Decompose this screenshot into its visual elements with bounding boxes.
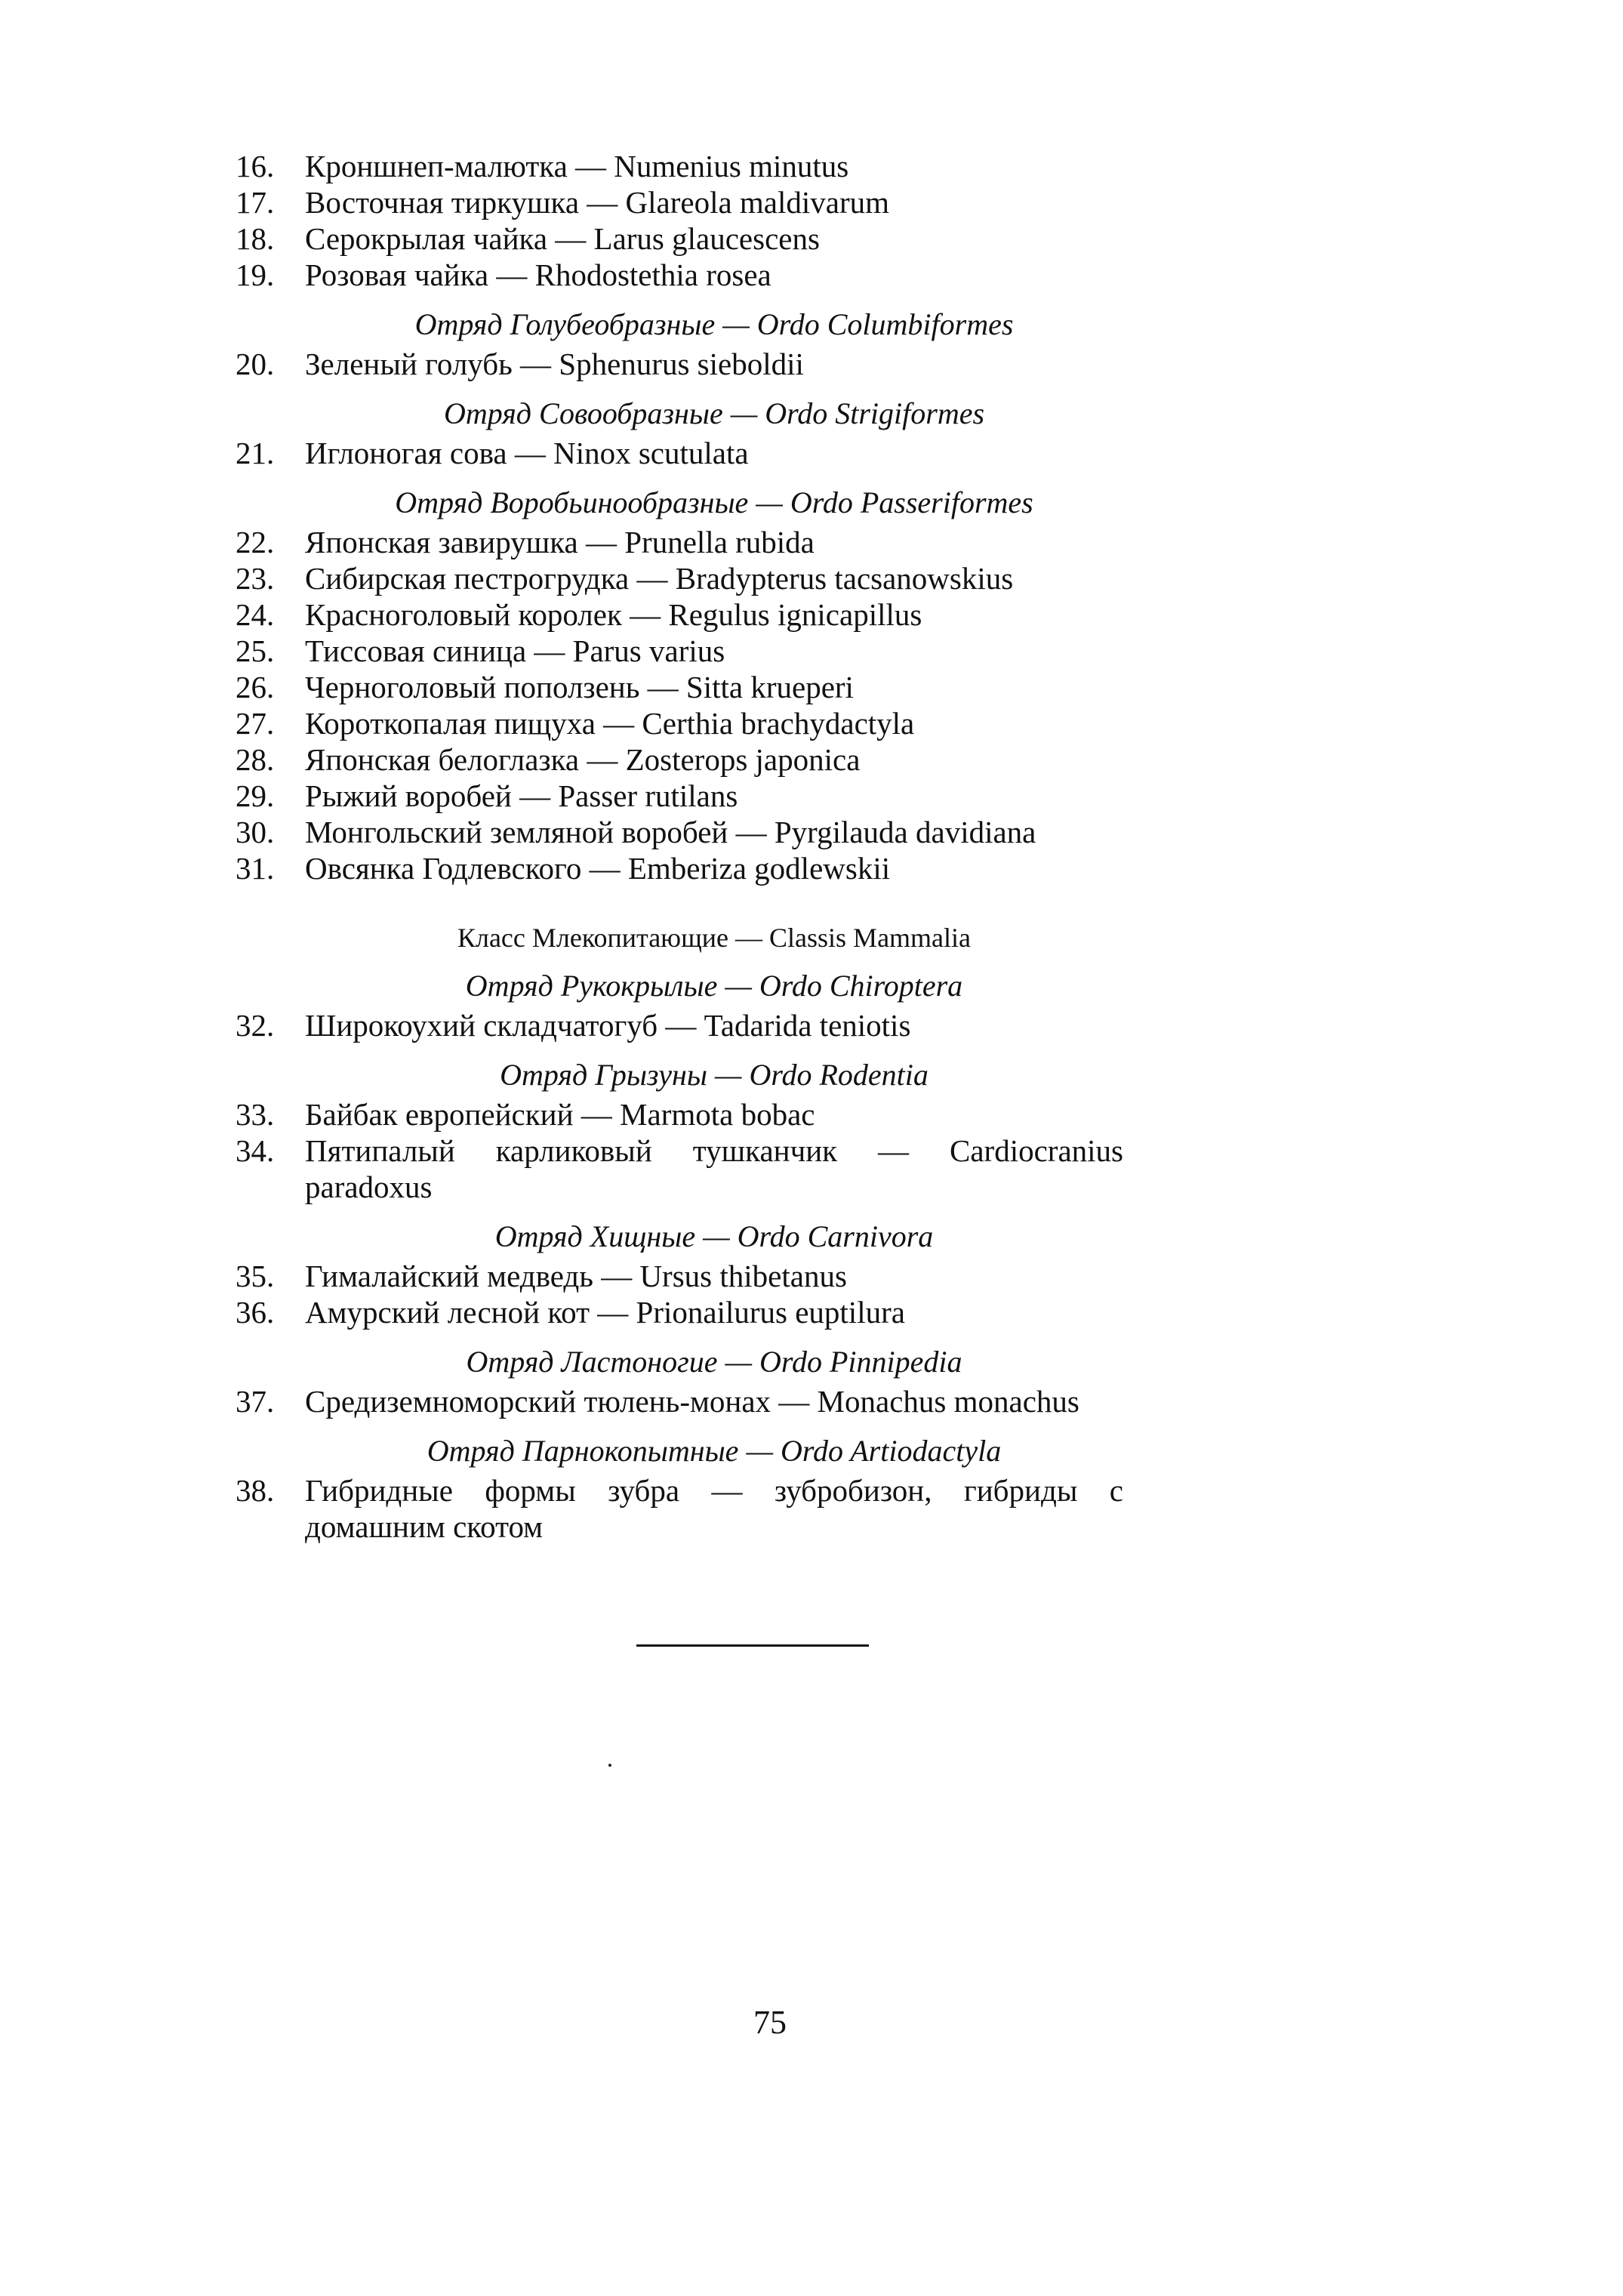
print-speck — [608, 1764, 611, 1767]
list-item — [236, 778, 1123, 814]
item-text: Японская завирушка — Prunella rubida — [305, 525, 815, 559]
order-heading: Отряд Хищные — Ordo Carnivora — [494, 1219, 934, 1253]
item-text: Иглоногая сова — Ninox scutulata — [305, 436, 749, 470]
list-item — [236, 184, 1123, 220]
item-text: Красноголовый королек — Regulus ignicapillus — [305, 597, 922, 632]
item-number: 29. — [236, 778, 275, 813]
order-heading: Отряд Рукокрылые — Ordo Chiroptera — [465, 969, 963, 1003]
item-number: 32. — [236, 1008, 275, 1043]
item-number: 33. — [236, 1097, 275, 1132]
order-heading: Отряд Голубеобразные — Ordo Columbiformes — [414, 307, 1014, 341]
item-text: Кроншнеп-малютка — Numenius minutus — [305, 149, 849, 183]
order-heading: Отряд Совообразные — Ordo Strigiformes — [443, 396, 985, 430]
item-number: 24. — [236, 597, 275, 632]
item-number: 35. — [236, 1259, 275, 1293]
list-item — [236, 669, 1123, 705]
list-item — [236, 705, 1123, 741]
item-text: Рыжий воробей — Passer rutilans — [305, 778, 738, 813]
item-text: Монгольский земляной воробей — Pyrgilauda davidiana — [305, 815, 1036, 849]
list-item — [236, 560, 1123, 596]
item-number: 34. — [236, 1133, 275, 1168]
item-text: Овсянка Годлевского — Emberiza godlewskii — [305, 851, 891, 886]
item-number: 18. — [236, 221, 275, 256]
list-item — [236, 1294, 1123, 1330]
species-list — [236, 148, 1123, 1545]
list-item — [236, 1258, 1123, 1294]
item-text: Короткопалая пищуха — Certhia brachydactyla — [305, 706, 915, 741]
list-item — [236, 741, 1123, 778]
item-text: Серокрылая чайка — Larus glaucescens — [305, 221, 820, 256]
item-text: Восточная тиркушка — Glareola maldivarum — [305, 185, 890, 220]
order-heading: Отряд Парнокопытные — Ordo Artiodactyla — [427, 1434, 1002, 1468]
item-text: Зеленый голубь — Sphenurus sieboldii — [305, 347, 804, 381]
item-text: Пятипалый карликовый тушканчик — Cardiocranius paradoxus — [305, 1133, 1123, 1204]
item-number: 30. — [236, 815, 275, 849]
item-number: 37. — [236, 1384, 275, 1419]
list-item — [236, 346, 1123, 382]
item-text: Амурский лесной кот — Prionailurus euptilura — [305, 1295, 905, 1330]
item-number: 17. — [236, 185, 275, 220]
item-number: 36. — [236, 1295, 275, 1330]
item-number: 21. — [236, 436, 275, 470]
item-number: 38. — [236, 1473, 275, 1508]
list-item — [236, 524, 1123, 560]
item-number: 19. — [236, 257, 275, 292]
list-item — [236, 1096, 1123, 1133]
list-item — [236, 1007, 1123, 1043]
item-number: 22. — [236, 525, 275, 559]
list-item — [236, 435, 1123, 471]
item-text: Байбак европейский — Marmota bobac — [305, 1097, 815, 1132]
item-number: 23. — [236, 561, 275, 596]
item-text: Широкоухий складчатогуб — Tadarida teniotis — [305, 1008, 911, 1043]
item-number: 27. — [236, 706, 275, 741]
item-text: Японская белоглазка — Zosterops japonica — [305, 742, 861, 777]
item-number: 16. — [236, 149, 275, 183]
list-item — [236, 1472, 1123, 1545]
item-number: 28. — [236, 742, 275, 777]
item-number: 25. — [236, 633, 275, 668]
list-item — [236, 1133, 1123, 1205]
list-item — [236, 257, 1123, 293]
list-item — [236, 814, 1123, 850]
item-text: Гималайский медведь — Ursus thibetanus — [305, 1259, 847, 1293]
item-text: Черноголовый поползень — Sitta krueperi — [305, 670, 854, 704]
order-heading: Отряд Воробьинообразные — Ordo Passeriformes — [395, 485, 1033, 519]
list-item — [236, 220, 1123, 257]
class-heading: Класс Млекопитающие — Classis Mammalia — [457, 923, 972, 953]
item-text: Гибридные формы зубра — зубробизон, гибриды с домашним скотом — [305, 1473, 1123, 1544]
order-heading: Отряд Ластоногие — Ordo Pinnipedia — [466, 1345, 962, 1379]
item-number: 26. — [236, 670, 275, 704]
item-text: Розовая чайка — Rhodostethia rosea — [305, 257, 771, 292]
order-heading: Отряд Грызуны — Ordo Rodentia — [500, 1058, 929, 1092]
list-item — [236, 148, 1123, 184]
item-text: Сибирская пестрогрудка — Bradypterus tacsanowskius — [305, 561, 1014, 596]
list-item — [236, 850, 1123, 886]
item-number: 31. — [236, 851, 275, 886]
page-number: 75 — [753, 2004, 787, 2041]
list-item — [236, 596, 1123, 633]
list-item — [236, 1383, 1123, 1419]
end-rule — [636, 1644, 869, 1647]
list-item — [236, 633, 1123, 669]
item-text: Тиссовая синица — Parus varius — [305, 633, 725, 668]
item-number: 20. — [236, 347, 275, 381]
item-text: Средиземноморский тюлень-монах — Monachus monachus — [305, 1384, 1079, 1419]
